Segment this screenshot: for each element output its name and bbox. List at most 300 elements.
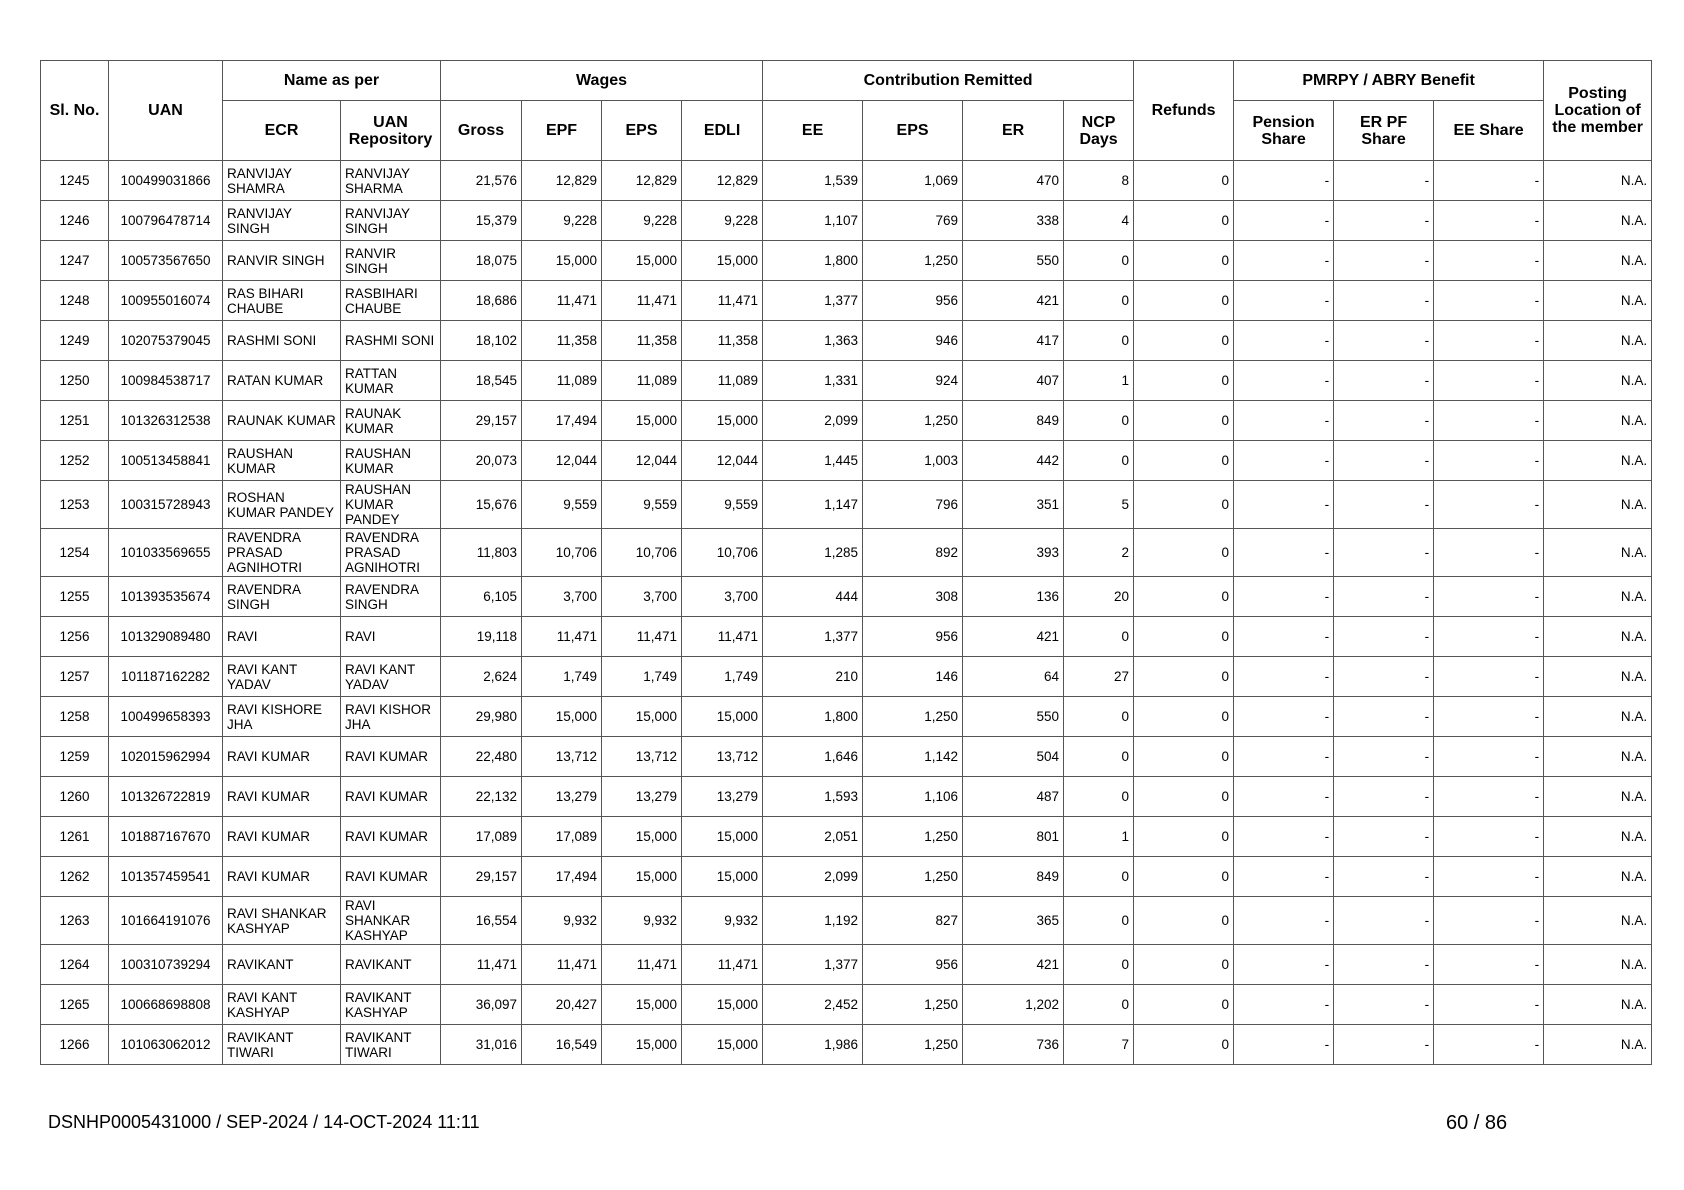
cell-ee: 1,107: [763, 201, 863, 241]
cell-eps: 10,706: [602, 529, 682, 577]
table-row: [41, 945, 1652, 985]
cell-er-pf-share: -: [1334, 985, 1434, 1025]
table-row: [41, 201, 1652, 241]
cell-sl-no: 1251: [41, 401, 109, 441]
cell-er-pf-share: -: [1334, 657, 1434, 697]
table-row: [41, 617, 1652, 657]
cell-name-uan-repository: RAVI KUMAR: [341, 857, 441, 897]
cell-refunds: 0: [1134, 241, 1234, 281]
cell-pension-share: -: [1234, 897, 1334, 945]
cell-pension-share: -: [1234, 697, 1334, 737]
table-row: [41, 657, 1652, 697]
footer-page-number: 60 / 86: [1446, 1112, 1508, 1134]
table-row: [41, 985, 1652, 1025]
cell-uan: 100955016074: [109, 281, 223, 321]
cell-ncp-days: 0: [1064, 441, 1134, 481]
cell-refunds: 0: [1134, 361, 1234, 401]
cell-er-pf-share: -: [1334, 281, 1434, 321]
table-row: [41, 697, 1652, 737]
cell-contribution-eps: 308: [863, 577, 963, 617]
cell-er: 550: [963, 697, 1064, 737]
cell-epf: 11,471: [522, 617, 602, 657]
cell-edli: 11,089: [682, 361, 763, 401]
cell-contribution-eps: 956: [863, 281, 963, 321]
cell-name-uan-repository: RAUSHAN KUMAR PANDEY: [341, 481, 441, 529]
cell-ee: 1,445: [763, 441, 863, 481]
table-row: [41, 281, 1652, 321]
cell-pension-share: -: [1234, 321, 1334, 361]
cell-gross: 17,089: [441, 817, 522, 857]
cell-sl-no: 1249: [41, 321, 109, 361]
header-ncp-days: NCP Days: [1064, 101, 1134, 161]
cell-posting-location: N.A.: [1544, 201, 1652, 241]
cell-gross: 29,157: [441, 401, 522, 441]
cell-ee: 1,986: [763, 1025, 863, 1065]
cell-sl-no: 1256: [41, 617, 109, 657]
cell-ncp-days: 1: [1064, 817, 1134, 857]
cell-eps: 12,044: [602, 441, 682, 481]
cell-name-uan-repository: RAVI KUMAR: [341, 777, 441, 817]
cell-edli: 9,228: [682, 201, 763, 241]
cell-pension-share: -: [1234, 617, 1334, 657]
cell-ee: 2,099: [763, 857, 863, 897]
cell-refunds: 0: [1134, 697, 1234, 737]
cell-er: 421: [963, 617, 1064, 657]
cell-gross: 29,157: [441, 857, 522, 897]
cell-sl-no: 1255: [41, 577, 109, 617]
cell-posting-location: N.A.: [1544, 817, 1652, 857]
cell-edli: 12,044: [682, 441, 763, 481]
cell-posting-location: N.A.: [1544, 617, 1652, 657]
cell-gross: 6,105: [441, 577, 522, 617]
cell-posting-location: N.A.: [1544, 897, 1652, 945]
table-row: [41, 529, 1652, 577]
cell-contribution-eps: 1,250: [863, 401, 963, 441]
cell-name-ecr: RAVI KUMAR: [223, 857, 341, 897]
cell-edli: 15,000: [682, 857, 763, 897]
cell-name-ecr: ROSHAN KUMAR PANDEY: [223, 481, 341, 529]
cell-name-ecr: RAVIKANT TIWARI: [223, 1025, 341, 1065]
cell-ee-share: -: [1434, 161, 1544, 201]
cell-ee: 1,192: [763, 897, 863, 945]
cell-uan: 100513458841: [109, 441, 223, 481]
cell-gross: 36,097: [441, 985, 522, 1025]
cell-ee-share: -: [1434, 481, 1544, 529]
cell-er-pf-share: -: [1334, 529, 1434, 577]
cell-contribution-eps: 956: [863, 617, 963, 657]
cell-ee: 210: [763, 657, 863, 697]
cell-ee-share: -: [1434, 617, 1544, 657]
cell-ncp-days: 0: [1064, 897, 1134, 945]
cell-name-uan-repository: RASHMI SONI: [341, 321, 441, 361]
contribution-table: [40, 60, 1652, 1065]
cell-name-uan-repository: RAVIKANT KASHYAP: [341, 985, 441, 1025]
cell-contribution-eps: 1,250: [863, 697, 963, 737]
cell-eps: 9,228: [602, 201, 682, 241]
table-row: [41, 241, 1652, 281]
cell-refunds: 0: [1134, 577, 1234, 617]
cell-er: 736: [963, 1025, 1064, 1065]
cell-contribution-eps: 827: [863, 897, 963, 945]
cell-pension-share: -: [1234, 945, 1334, 985]
cell-epf: 15,000: [522, 241, 602, 281]
cell-epf: 17,494: [522, 857, 602, 897]
cell-name-ecr: RAUSHAN KUMAR: [223, 441, 341, 481]
cell-epf: 9,559: [522, 481, 602, 529]
cell-pension-share: -: [1234, 281, 1334, 321]
cell-gross: 15,676: [441, 481, 522, 529]
cell-epf: 11,471: [522, 281, 602, 321]
cell-edli: 11,471: [682, 281, 763, 321]
cell-sl-no: 1245: [41, 161, 109, 201]
cell-ncp-days: 8: [1064, 161, 1134, 201]
cell-epf: 13,279: [522, 777, 602, 817]
cell-sl-no: 1259: [41, 737, 109, 777]
cell-uan: 102075379045: [109, 321, 223, 361]
header-edli: EDLI: [682, 101, 763, 161]
cell-gross: 18,075: [441, 241, 522, 281]
cell-posting-location: N.A.: [1544, 481, 1652, 529]
cell-er-pf-share: -: [1334, 857, 1434, 897]
cell-refunds: 0: [1134, 657, 1234, 697]
cell-contribution-eps: 796: [863, 481, 963, 529]
header-er-pf-share: ER PF Share: [1334, 101, 1434, 161]
cell-ncp-days: 0: [1064, 401, 1134, 441]
cell-ee-share: -: [1434, 1025, 1544, 1065]
cell-posting-location: N.A.: [1544, 361, 1652, 401]
cell-ncp-days: 0: [1064, 241, 1134, 281]
table-body: [41, 161, 1652, 1065]
table-row: [41, 321, 1652, 361]
cell-refunds: 0: [1134, 985, 1234, 1025]
cell-ee: 2,099: [763, 401, 863, 441]
table-row: [41, 737, 1652, 777]
cell-gross: 20,073: [441, 441, 522, 481]
cell-name-ecr: RATAN KUMAR: [223, 361, 341, 401]
cell-er-pf-share: -: [1334, 897, 1434, 945]
cell-ee-share: -: [1434, 697, 1544, 737]
cell-name-ecr: RAVENDRA PRASAD AGNIHOTRI: [223, 529, 341, 577]
cell-ee-share: -: [1434, 241, 1544, 281]
footer-document-id: DSNHP0005431000 / SEP-2024 / 14-OCT-2024 11:11: [48, 1112, 480, 1132]
cell-pension-share: -: [1234, 985, 1334, 1025]
cell-refunds: 0: [1134, 281, 1234, 321]
cell-ncp-days: 7: [1064, 1025, 1134, 1065]
cell-eps: 3,700: [602, 577, 682, 617]
cell-gross: 18,102: [441, 321, 522, 361]
cell-posting-location: N.A.: [1544, 281, 1652, 321]
cell-ee-share: -: [1434, 401, 1544, 441]
header-epf: EPF: [522, 101, 602, 161]
cell-uan: 101329089480: [109, 617, 223, 657]
cell-ee: 1,331: [763, 361, 863, 401]
header-pmrpy: PMRPY / ABRY Benefit: [1234, 61, 1544, 101]
table-row: [41, 401, 1652, 441]
cell-refunds: 0: [1134, 321, 1234, 361]
header-refunds: Refunds: [1134, 61, 1234, 161]
cell-refunds: 0: [1134, 1025, 1234, 1065]
cell-ee-share: -: [1434, 321, 1544, 361]
cell-er-pf-share: -: [1334, 361, 1434, 401]
cell-ee: 1,800: [763, 241, 863, 281]
cell-er: 421: [963, 945, 1064, 985]
cell-sl-no: 1263: [41, 897, 109, 945]
cell-contribution-eps: 146: [863, 657, 963, 697]
cell-pension-share: -: [1234, 241, 1334, 281]
cell-uan: 100668698808: [109, 985, 223, 1025]
cell-ee: 1,285: [763, 529, 863, 577]
cell-contribution-eps: 1,142: [863, 737, 963, 777]
cell-sl-no: 1248: [41, 281, 109, 321]
cell-ee-share: -: [1434, 441, 1544, 481]
cell-pension-share: -: [1234, 481, 1334, 529]
cell-eps: 9,559: [602, 481, 682, 529]
cell-name-ecr: RAS BIHARI CHAUBE: [223, 281, 341, 321]
cell-ee-share: -: [1434, 737, 1544, 777]
cell-uan: 101063062012: [109, 1025, 223, 1065]
cell-uan: 102015962994: [109, 737, 223, 777]
cell-uan: 101357459541: [109, 857, 223, 897]
cell-ncp-days: 0: [1064, 697, 1134, 737]
header-uan-repository: UAN Repository: [341, 101, 441, 161]
cell-refunds: 0: [1134, 617, 1234, 657]
cell-ee: 1,593: [763, 777, 863, 817]
cell-ncp-days: 4: [1064, 201, 1134, 241]
cell-eps: 11,089: [602, 361, 682, 401]
cell-ee: 1,377: [763, 945, 863, 985]
cell-er-pf-share: -: [1334, 481, 1434, 529]
cell-er-pf-share: -: [1334, 441, 1434, 481]
header-name-as-per: Name as per: [223, 61, 441, 101]
cell-ncp-days: 0: [1064, 321, 1134, 361]
cell-edli: 15,000: [682, 1025, 763, 1065]
cell-contribution-eps: 1,250: [863, 857, 963, 897]
cell-edli: 15,000: [682, 817, 763, 857]
cell-gross: 22,132: [441, 777, 522, 817]
cell-contribution-eps: 924: [863, 361, 963, 401]
cell-uan: 100499031866: [109, 161, 223, 201]
cell-edli: 11,471: [682, 945, 763, 985]
cell-eps: 11,471: [602, 281, 682, 321]
cell-epf: 1,749: [522, 657, 602, 697]
cell-contribution-eps: 1,250: [863, 1025, 963, 1065]
cell-sl-no: 1264: [41, 945, 109, 985]
cell-sl-no: 1254: [41, 529, 109, 577]
cell-er-pf-share: -: [1334, 945, 1434, 985]
cell-ee-share: -: [1434, 945, 1544, 985]
cell-posting-location: N.A.: [1544, 737, 1652, 777]
cell-ee-share: -: [1434, 577, 1544, 617]
cell-uan: 100573567650: [109, 241, 223, 281]
cell-ee: 2,051: [763, 817, 863, 857]
cell-name-uan-repository: RAVI SHANKAR KASHYAP: [341, 897, 441, 945]
cell-refunds: 0: [1134, 945, 1234, 985]
cell-eps: 15,000: [602, 401, 682, 441]
cell-ee: 444: [763, 577, 863, 617]
cell-gross: 22,480: [441, 737, 522, 777]
cell-er: 504: [963, 737, 1064, 777]
cell-posting-location: N.A.: [1544, 577, 1652, 617]
cell-er-pf-share: -: [1334, 161, 1434, 201]
cell-sl-no: 1253: [41, 481, 109, 529]
cell-eps: 11,358: [602, 321, 682, 361]
cell-er: 417: [963, 321, 1064, 361]
cell-sl-no: 1265: [41, 985, 109, 1025]
cell-name-ecr: RAVI KANT KASHYAP: [223, 985, 341, 1025]
cell-posting-location: N.A.: [1544, 241, 1652, 281]
cell-refunds: 0: [1134, 481, 1234, 529]
cell-posting-location: N.A.: [1544, 401, 1652, 441]
cell-ee: 1,377: [763, 281, 863, 321]
cell-eps: 13,279: [602, 777, 682, 817]
cell-edli: 10,706: [682, 529, 763, 577]
cell-uan: 101393535674: [109, 577, 223, 617]
cell-contribution-eps: 769: [863, 201, 963, 241]
cell-name-ecr: RAVENDRA SINGH: [223, 577, 341, 617]
cell-edli: 11,471: [682, 617, 763, 657]
cell-gross: 18,686: [441, 281, 522, 321]
cell-refunds: 0: [1134, 161, 1234, 201]
cell-sl-no: 1257: [41, 657, 109, 697]
cell-ncp-days: 0: [1064, 777, 1134, 817]
cell-sl-no: 1252: [41, 441, 109, 481]
cell-uan: 101326312538: [109, 401, 223, 441]
header-ee-share: EE Share: [1434, 101, 1544, 161]
cell-sl-no: 1260: [41, 777, 109, 817]
cell-pension-share: -: [1234, 737, 1334, 777]
cell-ncp-days: 0: [1064, 985, 1134, 1025]
cell-ee-share: -: [1434, 281, 1544, 321]
cell-edli: 9,932: [682, 897, 763, 945]
cell-name-uan-repository: RAVI KANT YADAV: [341, 657, 441, 697]
cell-er: 849: [963, 857, 1064, 897]
cell-refunds: 0: [1134, 777, 1234, 817]
cell-contribution-eps: 1,250: [863, 985, 963, 1025]
cell-er: 801: [963, 817, 1064, 857]
cell-eps: 15,000: [602, 857, 682, 897]
cell-eps: 13,712: [602, 737, 682, 777]
cell-edli: 13,712: [682, 737, 763, 777]
cell-name-uan-repository: RAUNAK KUMAR: [341, 401, 441, 441]
cell-ncp-days: 2: [1064, 529, 1134, 577]
cell-ee: 1,646: [763, 737, 863, 777]
cell-er: 338: [963, 201, 1064, 241]
cell-epf: 3,700: [522, 577, 602, 617]
cell-er: 1,202: [963, 985, 1064, 1025]
header-gross: Gross: [441, 101, 522, 161]
cell-edli: 15,000: [682, 985, 763, 1025]
cell-name-uan-repository: RANVIR SINGH: [341, 241, 441, 281]
cell-posting-location: N.A.: [1544, 945, 1652, 985]
cell-er: 365: [963, 897, 1064, 945]
cell-refunds: 0: [1134, 529, 1234, 577]
cell-er-pf-share: -: [1334, 817, 1434, 857]
cell-ee: 1,377: [763, 617, 863, 657]
cell-posting-location: N.A.: [1544, 441, 1652, 481]
header-ecr: ECR: [223, 101, 341, 161]
cell-ee: 1,539: [763, 161, 863, 201]
cell-eps: 11,471: [602, 945, 682, 985]
cell-uan: 100796478714: [109, 201, 223, 241]
cell-contribution-eps: 1,250: [863, 241, 963, 281]
cell-edli: 11,358: [682, 321, 763, 361]
cell-eps: 1,749: [602, 657, 682, 697]
cell-ncp-days: 0: [1064, 945, 1134, 985]
cell-epf: 12,044: [522, 441, 602, 481]
cell-ee-share: -: [1434, 777, 1544, 817]
cell-ee-share: -: [1434, 529, 1544, 577]
cell-name-ecr: RANVIJAY SINGH: [223, 201, 341, 241]
cell-uan: 100984538717: [109, 361, 223, 401]
cell-sl-no: 1261: [41, 817, 109, 857]
cell-name-uan-repository: RAVI KUMAR: [341, 737, 441, 777]
header-sl-no: Sl. No.: [41, 61, 109, 161]
cell-ncp-days: 27: [1064, 657, 1134, 697]
cell-posting-location: N.A.: [1544, 657, 1652, 697]
cell-er-pf-share: -: [1334, 697, 1434, 737]
cell-edli: 13,279: [682, 777, 763, 817]
cell-uan: 101033569655: [109, 529, 223, 577]
cell-name-uan-repository: RANVIJAY SINGH: [341, 201, 441, 241]
table-row: [41, 817, 1652, 857]
header-contribution-eps: EPS: [863, 101, 963, 161]
cell-gross: 15,379: [441, 201, 522, 241]
cell-sl-no: 1258: [41, 697, 109, 737]
cell-er-pf-share: -: [1334, 777, 1434, 817]
cell-er: 442: [963, 441, 1064, 481]
cell-ee: 1,363: [763, 321, 863, 361]
cell-eps: 12,829: [602, 161, 682, 201]
cell-epf: 15,000: [522, 697, 602, 737]
cell-name-ecr: RAVI KUMAR: [223, 737, 341, 777]
cell-posting-location: N.A.: [1544, 697, 1652, 737]
cell-er: 64: [963, 657, 1064, 697]
cell-pension-share: -: [1234, 817, 1334, 857]
cell-pension-share: -: [1234, 1025, 1334, 1065]
cell-posting-location: N.A.: [1544, 777, 1652, 817]
cell-edli: 12,829: [682, 161, 763, 201]
header-pension-share: Pension Share: [1234, 101, 1334, 161]
table-row: [41, 161, 1652, 201]
cell-epf: 20,427: [522, 985, 602, 1025]
cell-edli: 15,000: [682, 401, 763, 441]
cell-name-ecr: RAVI KUMAR: [223, 817, 341, 857]
cell-pension-share: -: [1234, 577, 1334, 617]
cell-epf: 17,089: [522, 817, 602, 857]
cell-ee-share: -: [1434, 985, 1544, 1025]
cell-epf: 11,471: [522, 945, 602, 985]
cell-er-pf-share: -: [1334, 241, 1434, 281]
cell-eps: 15,000: [602, 817, 682, 857]
cell-posting-location: N.A.: [1544, 321, 1652, 361]
cell-ncp-days: 20: [1064, 577, 1134, 617]
cell-name-uan-repository: RAVIKANT: [341, 945, 441, 985]
cell-ncp-days: 0: [1064, 281, 1134, 321]
cell-ee: 1,147: [763, 481, 863, 529]
cell-refunds: 0: [1134, 857, 1234, 897]
cell-name-ecr: RAVI KANT YADAV: [223, 657, 341, 697]
cell-contribution-eps: 1,106: [863, 777, 963, 817]
cell-er-pf-share: -: [1334, 617, 1434, 657]
cell-uan: 101887167670: [109, 817, 223, 857]
cell-name-ecr: RAVI SHANKAR KASHYAP: [223, 897, 341, 945]
cell-gross: 11,803: [441, 529, 522, 577]
cell-name-uan-repository: RASBIHARI CHAUBE: [341, 281, 441, 321]
cell-gross: 31,016: [441, 1025, 522, 1065]
cell-refunds: 0: [1134, 897, 1234, 945]
header-eps: EPS: [602, 101, 682, 161]
cell-epf: 17,494: [522, 401, 602, 441]
